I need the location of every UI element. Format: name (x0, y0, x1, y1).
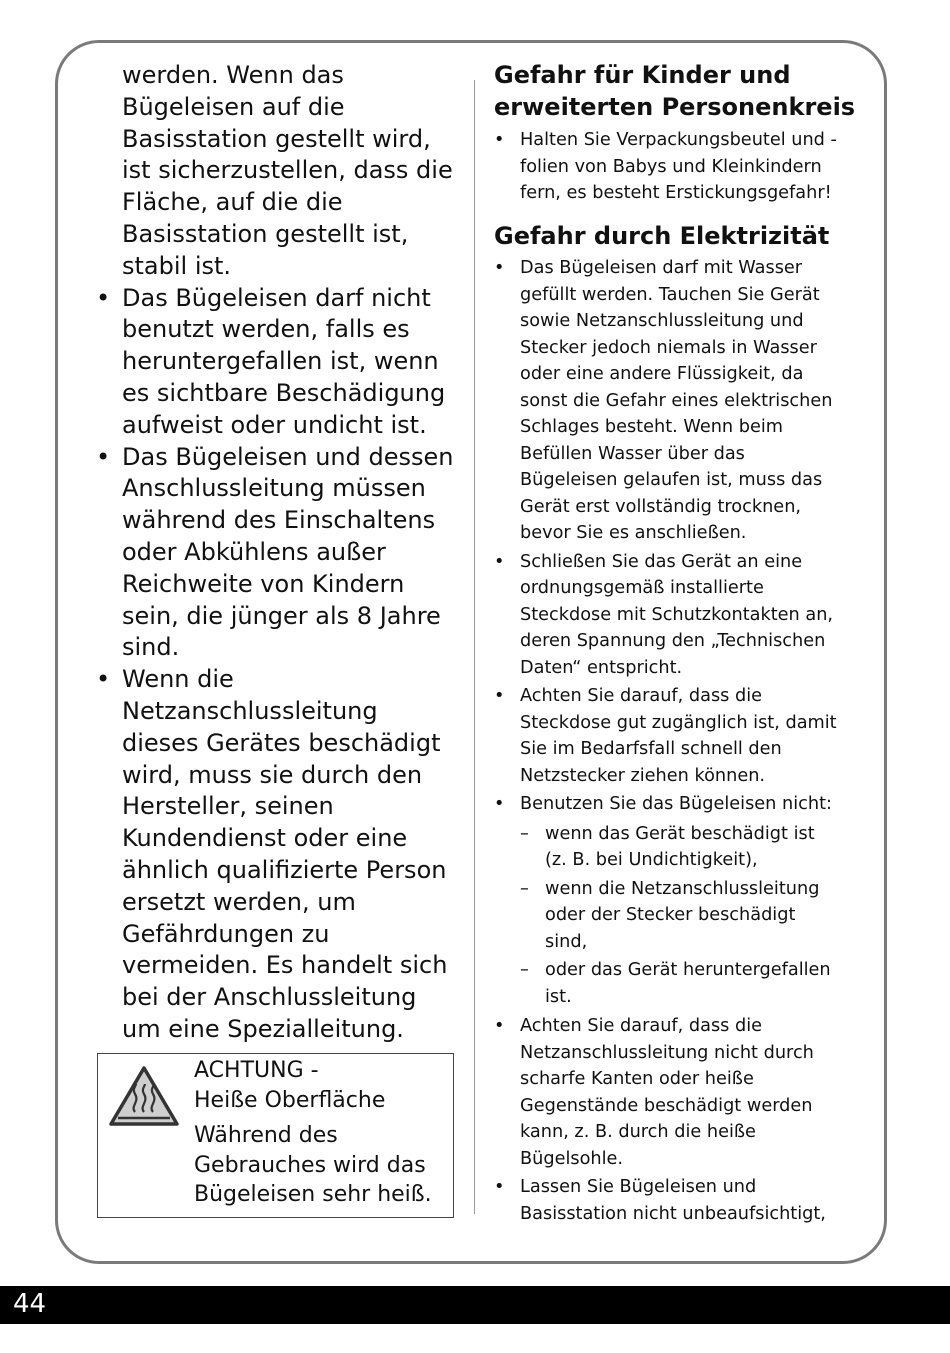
bullet-icon: • (494, 794, 505, 814)
text-line: aufweist oder undicht ist. (122, 410, 427, 439)
text-line: wird, muss sie durch den (122, 760, 423, 789)
text-line: Befüllen Wasser über das (520, 443, 745, 464)
text-line: Das Bügeleisen darf mit Wasser (520, 258, 803, 278)
text-line: oder eine andere Flüssigkeit, da (520, 364, 804, 384)
left-column (96, 60, 461, 1046)
right-column (494, 60, 864, 1227)
text-line: scharfe Kanten oder heiße (520, 1069, 754, 1089)
text-line: Gegenstände beschädigt werden (520, 1095, 813, 1116)
text-line: folien von Babys und Kleinkindern (520, 156, 822, 177)
bullet-item (96, 442, 461, 665)
text-line: oder der Stecker beschädigt (545, 905, 796, 925)
text-line: Benutzen Sie das Bügeleisen nicht: (520, 794, 832, 814)
text-line: ordnungsgemäß installierte (520, 578, 764, 598)
text-line: wenn die Netzanschlussleitung (545, 878, 820, 899)
text-line: heruntergefallen ist, wenn (122, 347, 439, 376)
text-line: sind, (545, 931, 588, 952)
bullet-icon: • (96, 283, 111, 312)
text-line: Lassen Sie Bügeleisen und (520, 1177, 757, 1197)
dash-icon: – (520, 960, 529, 980)
text-line: Netzanschlussleitung nicht durch (520, 1042, 814, 1063)
bullet-item (494, 1013, 864, 1172)
text-line: Gefahr für Kinder und (494, 61, 791, 89)
dash-icon: – (520, 823, 529, 844)
text-line: Kundendienst oder eine (122, 824, 408, 853)
bullet-item (96, 283, 461, 442)
warning-text (194, 1056, 449, 1210)
text-line: dieses Gerätes beschädigt (122, 728, 441, 757)
text-line: kann, z. B. durch die heiße (520, 1122, 756, 1142)
text-line: Bügelsohle. (520, 1148, 624, 1169)
text-line: Das Bügeleisen und dessen (122, 442, 454, 471)
hot-surface-warning-icon (108, 1064, 180, 1128)
text-line: Schlages besteht. Wenn beim (520, 417, 784, 437)
bullet-icon: • (494, 258, 505, 278)
text-line: werden. Wenn das (122, 61, 344, 89)
warning-subtitle: Heiße Oberfläche (194, 1087, 386, 1113)
warning-box (97, 1053, 454, 1218)
text-line: benutzt werden, falls es (122, 315, 410, 344)
text-line: Wenn die (122, 665, 234, 694)
section-heading-children (494, 60, 864, 123)
text-line: bevor Sie es anschließen. (520, 523, 747, 543)
text-line: ist sicherzustellen, dass die (122, 156, 453, 185)
text-line: um eine Spezialleitung. (122, 1014, 404, 1043)
text-line: fern, es besteht Erstickungsgefahr! (520, 183, 832, 203)
text-line: oder Abkühlens außer (122, 537, 386, 566)
text-line: während des Einschaltens (122, 506, 436, 535)
text-line: sonst die Gefahr eines elektrischen (520, 390, 833, 411)
text-line: stabil ist. (122, 251, 232, 280)
text-line: Halten Sie Verpackungsbeutel und - (520, 130, 837, 150)
text-line: ersetzt werden, um (122, 887, 356, 916)
text-line: Hersteller, seinen (122, 792, 334, 821)
text-line: Gebrauches wird das (194, 1152, 426, 1178)
text-line: Basisstation nicht unbeaufsichtigt, (520, 1203, 826, 1224)
bullet-item (96, 664, 461, 1046)
sub-item (494, 876, 864, 956)
text-line: Achten Sie darauf, dass die (520, 686, 763, 706)
text-line: Achten Sie darauf, dass die (520, 1016, 763, 1036)
sub-item (494, 957, 864, 1010)
bullet-item (494, 683, 864, 789)
page-number: 44 (13, 1289, 47, 1319)
text-line: erweiterten Personenkreis (494, 92, 856, 121)
dash-icon: – (520, 878, 529, 899)
warning-title: ACHTUNG - (194, 1058, 319, 1083)
sub-item (494, 821, 864, 874)
text-line: Stecker jedoch niemals in Wasser (520, 337, 817, 358)
continuation-paragraph (96, 60, 461, 283)
text-line: Gefährdungen zu (122, 919, 330, 948)
bullet-icon: • (96, 442, 111, 471)
bullet-icon: • (494, 551, 505, 572)
text-line: ist. (545, 986, 572, 1007)
text-line: gefüllt werden. Tauchen Sie Gerät (520, 284, 820, 305)
bullet-icon: • (494, 1177, 505, 1197)
bullet-item (494, 549, 864, 682)
text-line: Basisstation gestellt ist, (122, 219, 409, 248)
text-line: Schließen Sie das Gerät an eine (520, 551, 803, 572)
bullet-icon: • (494, 1016, 505, 1036)
text-line: Reichweite von Kindern (122, 569, 405, 598)
warning-body (194, 1121, 449, 1210)
text-line: deren Spannung den „Technischen (520, 631, 826, 651)
text-line: Bügeleisen auf die (122, 92, 345, 121)
text-line: oder das Gerät heruntergefallen (545, 960, 831, 980)
page-footer-bar (0, 1286, 950, 1324)
text-line: Während des (194, 1123, 338, 1148)
section-heading-electricity: Gefahr durch Elektrizität (494, 221, 830, 250)
text-line: Steckdose gut zugänglich ist, damit (520, 712, 837, 733)
text-line: Sie im Bedarfsfall schnell den (520, 739, 782, 759)
bullet-icon: • (96, 665, 111, 694)
column-divider (474, 80, 475, 1214)
bullet-icon: • (494, 686, 505, 706)
text-line: Bügeleisen sehr heiß. (194, 1182, 432, 1207)
text-line: Steckdose mit Schutzkontakten an, (520, 604, 834, 625)
text-line: Daten“ entspricht. (520, 657, 683, 678)
text-line: Das Bügeleisen darf nicht (122, 283, 431, 312)
text-line: bei der Anschlussleitung (122, 983, 417, 1012)
bullet-icon: • (494, 130, 505, 150)
bullet-item (494, 127, 864, 207)
text-line: Bügeleisen gelaufen ist, muss das (520, 470, 823, 490)
text-line: Basisstation gestellt wird, (122, 124, 431, 153)
text-line: ähnlich qualifizierte Person (122, 855, 447, 884)
bullet-item (494, 791, 864, 818)
text-line: sind. (122, 633, 180, 662)
text-line: sein, die jünger als 8 Jahre (122, 601, 441, 630)
bullet-item (494, 255, 864, 547)
text-line: sowie Netzanschlussleitung und (520, 311, 804, 331)
text-line: (z. B. bei Undichtigkeit), (545, 850, 758, 870)
text-line: vermeiden. Es handelt sich (122, 951, 448, 980)
bullet-item (494, 1174, 864, 1227)
text-line: Netzanschlussleitung (122, 696, 378, 725)
text-line: wenn das Gerät beschädigt ist (545, 823, 815, 844)
text-line: Gerät erst vollständig trocknen, (520, 496, 802, 517)
text-line: Netzstecker ziehen können. (520, 765, 766, 786)
text-line: es sichtbare Beschädigung (122, 378, 446, 407)
text-line: Fläche, auf die die (122, 188, 343, 217)
text-line: Anschlussleitung müssen (122, 474, 426, 503)
